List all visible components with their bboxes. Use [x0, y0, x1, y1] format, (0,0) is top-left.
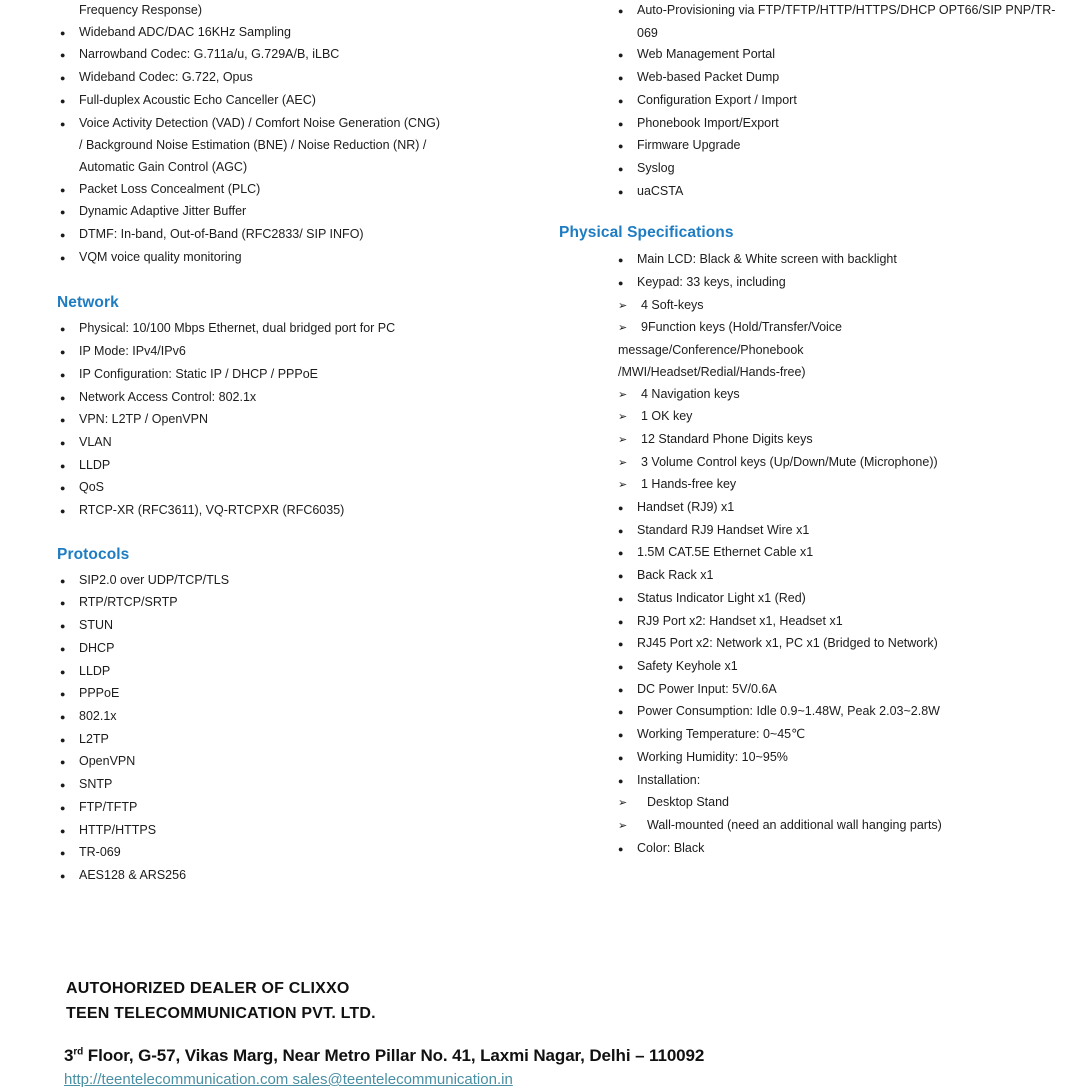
- list-item: [618, 429, 1064, 452]
- arrow-bullet-icon: ➢: [618, 456, 628, 469]
- list-item: [57, 44, 537, 67]
- list-item-text: Installation:: [637, 772, 701, 787]
- list-item: [57, 842, 537, 865]
- arrow-bullet-icon: ➢: [618, 797, 628, 810]
- bullet-icon: ●: [60, 689, 66, 700]
- list-item-text: Syslog: [637, 160, 675, 175]
- bullet-icon: ●: [618, 163, 624, 174]
- arrow-bullet-icon: ➢: [618, 433, 628, 446]
- list-item-text: 4 Soft-keys: [641, 297, 704, 312]
- list-item: [57, 224, 537, 247]
- protocol-list: [57, 570, 537, 888]
- list-item: [57, 90, 537, 113]
- list-item: [57, 179, 537, 202]
- list-item-text: OpenVPN: [79, 754, 136, 769]
- list-item-text: / Background Noise Estimation (BNE) / Noise Reduction (NR) /: [79, 138, 427, 153]
- management-feature-list: [559, 0, 1064, 203]
- bullet-icon: ●: [60, 666, 66, 677]
- list-item-text: Full-duplex Acoustic Echo Canceller (AEC): [79, 92, 316, 107]
- bullet-icon: ●: [618, 707, 624, 718]
- bullet-icon: ●: [60, 415, 66, 426]
- list-item: [618, 249, 1064, 272]
- list-item-text: Phonebook Import/Export: [637, 115, 779, 130]
- list-item-text: QoS: [79, 480, 105, 495]
- list-item-text: Web Management Portal: [637, 47, 776, 62]
- list-item-text: message/Conference/Phonebook: [618, 343, 804, 358]
- list-item: [57, 318, 537, 341]
- dealer-address: [64, 1046, 704, 1066]
- list-item: [618, 384, 1064, 407]
- list-item: [618, 90, 1064, 113]
- bullet-icon: ●: [618, 525, 624, 536]
- list-item: [618, 0, 1064, 23]
- list-item: [618, 406, 1064, 429]
- bullet-icon: ●: [60, 825, 66, 836]
- bullet-icon: ●: [60, 324, 66, 335]
- list-item: [618, 747, 1064, 770]
- list-item: [618, 792, 1064, 815]
- list-item: [618, 815, 1064, 838]
- bullet-icon: ●: [60, 118, 66, 129]
- arrow-bullet-icon: ➢: [618, 388, 628, 401]
- list-item: [57, 570, 537, 593]
- list-item-text: LLDP: [79, 663, 111, 678]
- bullet-icon: ●: [618, 73, 624, 84]
- bullet-icon: ●: [60, 392, 66, 403]
- bullet-icon: ●: [60, 437, 66, 448]
- bullet-icon: ●: [618, 95, 624, 106]
- list-item: [57, 477, 537, 500]
- bullet-icon: ●: [60, 230, 66, 241]
- network-feature-list: [57, 318, 537, 522]
- list-item: [618, 701, 1064, 724]
- list-item-text: Standard RJ9 Handset Wire x1: [637, 522, 810, 537]
- list-item: [57, 113, 537, 136]
- list-item: [618, 520, 1064, 543]
- bullet-icon: ●: [60, 734, 66, 745]
- address-text: Floor, G-57, Vikas Marg, Near Metro Pillar No. 41, Laxmi Nagar, Delhi – 110092: [83, 1046, 705, 1065]
- list-item: [618, 588, 1064, 611]
- dealer-info: [66, 976, 376, 1026]
- list-item: [618, 113, 1064, 136]
- list-item-text: HTTP/HTTPS: [79, 822, 157, 837]
- bullet-icon: ●: [60, 506, 66, 517]
- list-item: [57, 387, 537, 410]
- list-item: [57, 820, 537, 843]
- list-item-text: RJ9 Port x2: Handset x1, Headset x1: [637, 613, 843, 628]
- list-item-text: 069: [637, 25, 658, 40]
- bullet-icon: ●: [60, 369, 66, 380]
- list-item: [618, 340, 1064, 362]
- list-item: [618, 272, 1064, 295]
- bullet-icon: ●: [618, 503, 624, 514]
- bullet-icon: ●: [618, 255, 624, 266]
- list-item: [57, 67, 537, 90]
- list-item: [57, 706, 537, 729]
- list-item-text: 12 Standard Phone Digits keys: [641, 431, 813, 446]
- list-item-text: uaCSTA: [637, 183, 684, 198]
- list-item-text: 1 OK key: [641, 409, 693, 424]
- list-item: [57, 774, 537, 797]
- bullet-icon: ●: [60, 460, 66, 471]
- list-item: [57, 0, 537, 22]
- list-item-text: Frequency Response): [79, 3, 202, 17]
- list-item-text: Firmware Upgrade: [637, 138, 741, 153]
- dealer-line-1: AUTOHORIZED DEALER OF CLIXXO: [66, 980, 350, 997]
- list-item-text: IP Configuration: Static IP / DHCP / PPPoE: [79, 366, 319, 381]
- audio-feature-list: [57, 0, 537, 269]
- list-item: [618, 497, 1064, 520]
- bullet-icon: ●: [60, 575, 66, 586]
- list-item: [618, 679, 1064, 702]
- list-item: [618, 565, 1064, 588]
- list-item-text: Narrowband Codec: G.711a/u, G.729A/B, iLBC: [79, 47, 340, 62]
- bullet-icon: ●: [618, 278, 624, 289]
- address-ordinal: rd: [73, 1046, 84, 1058]
- list-item-text: PPPoE: [79, 686, 120, 701]
- bullet-icon: ●: [60, 27, 66, 38]
- list-item: [57, 661, 537, 684]
- list-item: [618, 135, 1064, 158]
- bullet-icon: ●: [618, 548, 624, 559]
- bullet-icon: ●: [60, 757, 66, 768]
- list-item-text: Dynamic Adaptive Jitter Buffer: [79, 204, 247, 219]
- dealer-line-2: TEEN TELECOMMUNICATION PVT. LTD.: [66, 1005, 376, 1022]
- list-item-text: 3 Volume Control keys (Up/Down/Mute (Microphone)): [641, 454, 938, 469]
- list-item: [618, 362, 1064, 384]
- bullet-icon: ●: [618, 775, 624, 786]
- arrow-bullet-icon: ➢: [618, 322, 628, 335]
- list-item-text: STUN: [79, 618, 114, 633]
- list-item: [618, 474, 1064, 497]
- list-item: [57, 247, 537, 270]
- list-item-text: Handset (RJ9) x1: [637, 500, 735, 515]
- bullet-icon: ●: [60, 643, 66, 654]
- list-item-text: DTMF: In-band, Out-of-Band (RFC2833/ SIP INFO): [79, 227, 364, 242]
- list-item: [57, 638, 537, 661]
- left-column: [57, 0, 537, 888]
- bullet-icon: ●: [60, 711, 66, 722]
- list-item-text: Auto-Provisioning via FTP/TFTP/HTTP/HTTPS/DHCP OPT66/SIP PNP/TR-: [637, 3, 1056, 17]
- bullet-icon: ●: [618, 684, 624, 695]
- bullet-icon: ●: [60, 95, 66, 106]
- list-item: [618, 23, 1064, 45]
- list-item: [57, 201, 537, 224]
- bullet-icon: ●: [618, 50, 624, 61]
- list-item: [57, 592, 537, 615]
- bullet-icon: ●: [60, 483, 66, 494]
- list-item-text: DC Power Input: 5V/0.6A: [637, 681, 777, 696]
- list-item: [57, 22, 537, 45]
- list-item: [57, 455, 537, 478]
- protocols-section-heading: Protocols: [57, 545, 130, 563]
- list-item: [57, 797, 537, 820]
- list-item: [618, 542, 1064, 565]
- list-item-text: Keypad: 33 keys, including: [637, 275, 786, 290]
- list-item-text: Color: Black: [637, 840, 705, 855]
- list-item-text: VLAN: [79, 434, 112, 449]
- list-item-text: Main LCD: Black & White screen with backlight: [637, 252, 897, 267]
- list-item-text: 802.1x: [79, 708, 117, 723]
- bullet-icon: ●: [60, 347, 66, 358]
- website-link[interactable]: http://teentelecommunication.com sales@teentelecommunication.in: [64, 1071, 513, 1088]
- list-item: [57, 500, 537, 523]
- list-item: [618, 770, 1064, 793]
- list-item: [618, 611, 1064, 634]
- list-item-text: FTP/TFTP: [79, 799, 138, 814]
- list-item: [57, 432, 537, 455]
- list-item: [57, 683, 537, 706]
- list-item: [57, 341, 537, 364]
- list-item-text: TR-069: [79, 845, 121, 860]
- bullet-icon: ●: [60, 207, 66, 218]
- list-item-text: RTP/RTCP/SRTP: [79, 595, 178, 610]
- bullet-icon: ●: [618, 141, 624, 152]
- list-item-text: Safety Keyhole x1: [637, 658, 738, 673]
- bullet-icon: ●: [60, 252, 66, 263]
- list-item: [57, 157, 537, 179]
- bullet-icon: ●: [60, 780, 66, 791]
- list-item: [618, 317, 1064, 340]
- list-item-text: Wall-mounted (need an additional wall hanging parts): [647, 817, 942, 832]
- list-item: [57, 751, 537, 774]
- physical-specifications-heading: Physical Specifications: [559, 224, 734, 242]
- list-item-text: VQM voice quality monitoring: [79, 249, 242, 264]
- list-item-text: Web-based Packet Dump: [637, 70, 780, 85]
- address-number: 3: [64, 1046, 74, 1065]
- bullet-icon: ●: [618, 186, 624, 197]
- list-item-text: IP Mode: IPv4/IPv6: [79, 344, 186, 359]
- arrow-bullet-icon: ➢: [618, 479, 628, 492]
- list-item-text: Wideband ADC/DAC 16KHz Sampling: [79, 24, 291, 39]
- bullet-icon: ●: [618, 571, 624, 582]
- list-item-text: Status Indicator Light x1 (Red): [637, 590, 806, 605]
- list-item-text: 1.5M CAT.5E Ethernet Cable x1: [637, 545, 814, 560]
- list-item: [57, 409, 537, 432]
- arrow-bullet-icon: ➢: [618, 411, 628, 424]
- bullet-icon: ●: [618, 639, 624, 650]
- bullet-icon: ●: [618, 6, 624, 16]
- list-item-text: Desktop Stand: [647, 795, 729, 810]
- list-item: [618, 158, 1064, 181]
- physical-spec-list: [559, 249, 1064, 860]
- list-item-text: 4 Navigation keys: [641, 386, 740, 401]
- bullet-icon: ●: [60, 184, 66, 195]
- bullet-icon: ●: [618, 752, 624, 763]
- list-item-text: RJ45 Port x2: Network x1, PC x1 (Bridged to Network): [637, 636, 938, 651]
- bullet-icon: ●: [60, 598, 66, 609]
- bullet-icon: ●: [618, 730, 624, 741]
- list-item-text: /MWI/Headset/Redial/Hands-free): [618, 364, 806, 379]
- list-item-text: Wideband Codec: G.722, Opus: [79, 70, 253, 85]
- bullet-icon: ●: [618, 118, 624, 129]
- bullet-icon: ●: [60, 802, 66, 813]
- bullet-icon: ●: [618, 616, 624, 627]
- list-item: [618, 181, 1064, 204]
- list-item-text: 9Function keys (Hold/Transfer/Voice: [641, 320, 843, 335]
- list-item-text: VPN: L2TP / OpenVPN: [79, 412, 208, 427]
- right-column: [559, 0, 1064, 860]
- list-item: [618, 656, 1064, 679]
- list-item-text: Working Humidity: 10~95%: [637, 749, 788, 764]
- bullet-icon: ●: [60, 50, 66, 61]
- list-item: [618, 44, 1064, 67]
- list-item: [618, 452, 1064, 475]
- list-item-text: Power Consumption: Idle 0.9~1.48W, Peak 2.03~2.8W: [637, 704, 940, 719]
- arrow-bullet-icon: ➢: [618, 819, 628, 832]
- list-item-text: RTCP-XR (RFC3611), VQ-RTCPXR (RFC6035): [79, 503, 345, 518]
- list-item-text: Automatic Gain Control (AGC): [79, 159, 248, 174]
- list-item-text: SIP2.0 over UDP/TCP/TLS: [79, 572, 230, 587]
- list-item-text: L2TP: [79, 731, 109, 746]
- list-item: [57, 364, 537, 387]
- list-item-text: AES128 & ARS256: [79, 867, 187, 882]
- bullet-icon: ●: [60, 73, 66, 84]
- network-section-heading: Network: [57, 294, 119, 312]
- list-item: [57, 865, 537, 888]
- list-item-text: Physical: 10/100 Mbps Ethernet, dual bridged port for PC: [79, 321, 396, 336]
- list-item: [618, 633, 1064, 656]
- list-item-text: DHCP: [79, 640, 115, 655]
- bullet-icon: ●: [618, 843, 624, 854]
- list-item-text: Back Rack x1: [637, 568, 714, 583]
- list-item-text: Network Access Control: 802.1x: [79, 389, 257, 404]
- list-item: [57, 135, 537, 157]
- list-item-text: Working Temperature: 0~45℃: [637, 727, 806, 742]
- list-item-text: Configuration Export / Import: [637, 92, 797, 107]
- bullet-icon: ●: [60, 848, 66, 859]
- list-item: [618, 724, 1064, 747]
- list-item: [57, 615, 537, 638]
- list-item-text: LLDP: [79, 457, 111, 472]
- list-item: [618, 295, 1064, 318]
- list-item-text: SNTP: [79, 777, 113, 792]
- list-item: [618, 838, 1064, 861]
- list-item-text: Voice Activity Detection (VAD) / Comfort Noise Generation (CNG): [79, 115, 440, 130]
- list-item: [57, 729, 537, 752]
- list-item-text: 1 Hands-free key: [641, 477, 737, 492]
- bullet-icon: ●: [60, 621, 66, 632]
- list-item: [618, 67, 1064, 90]
- arrow-bullet-icon: ➢: [618, 299, 628, 312]
- bullet-icon: ●: [618, 661, 624, 672]
- bullet-icon: ●: [60, 870, 66, 881]
- list-item-text: Packet Loss Concealment (PLC): [79, 181, 261, 196]
- bullet-icon: ●: [618, 593, 624, 604]
